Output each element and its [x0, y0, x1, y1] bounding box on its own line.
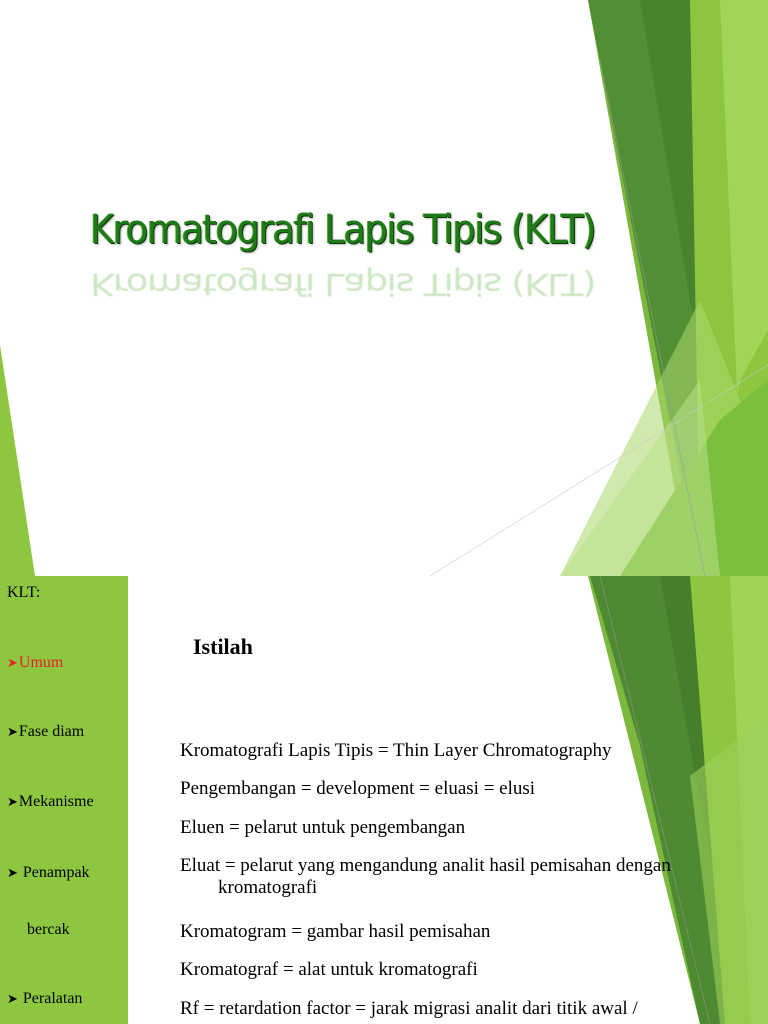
sidebar-item-fase-diam[interactable]: [7, 723, 84, 741]
sidebar-item-penampak[interactable]: [7, 864, 90, 882]
slide-title-reflection: Kromatografi Lapis Tipis (KLT): [90, 266, 596, 301]
slide-title-text: Kromatografi Lapis Tipis (KLT): [90, 207, 596, 253]
sidebar-nav: [0, 576, 128, 1024]
term-item: Kromatogram = gambar hasil pemisahan: [180, 921, 491, 942]
arrowhead-bullet-icon: ➤: [7, 655, 18, 670]
sidebar-item-label: Umum: [18, 654, 64, 671]
term-item: Kromatograf = alat untuk kromatografi: [180, 959, 478, 980]
arrowhead-bullet-icon: ➤: [7, 991, 18, 1006]
term-item: Pengembangan = development = eluasi = elusi: [180, 778, 536, 799]
term-item: Rf = retardation factor = jarak migrasi analit dari titik awal /: [180, 998, 638, 1019]
section-heading: Istilah: [193, 634, 253, 659]
term-item: Kromatografi Lapis Tipis = Thin Layer Chromatography: [180, 740, 612, 761]
term-text: Eluat = pelarut yang mengandung analit hasil pemisahan dengan: [180, 855, 671, 876]
sidebar-item-peralatan[interactable]: [7, 990, 82, 1008]
sidebar-item-bercak[interactable]: [27, 921, 70, 939]
slide-title: [0, 207, 768, 301]
sidebar-item-label: Penampak: [22, 864, 90, 881]
arrowhead-bullet-icon: ➤: [7, 865, 18, 880]
sidebar-item-mekanisme[interactable]: [7, 793, 94, 811]
arrowhead-bullet-icon: ➤: [7, 794, 18, 809]
sidebar-item-label: Fase diam: [18, 723, 85, 740]
sidebar-item-label: bercak: [27, 921, 70, 938]
sidebar-item-label: Peralatan: [22, 990, 83, 1007]
term-item: Eluen = pelarut untuk pengembangan: [180, 817, 466, 838]
sidebar-item-label: Mekanisme: [18, 793, 94, 810]
content-slide: [0, 576, 768, 1024]
term-continuation: kromatografi: [218, 877, 318, 898]
sidebar-item-umum[interactable]: [7, 654, 63, 672]
sidebar-header: KLT:: [7, 584, 41, 601]
term-item: [180, 855, 671, 899]
arrowhead-bullet-icon: ➤: [7, 724, 18, 739]
